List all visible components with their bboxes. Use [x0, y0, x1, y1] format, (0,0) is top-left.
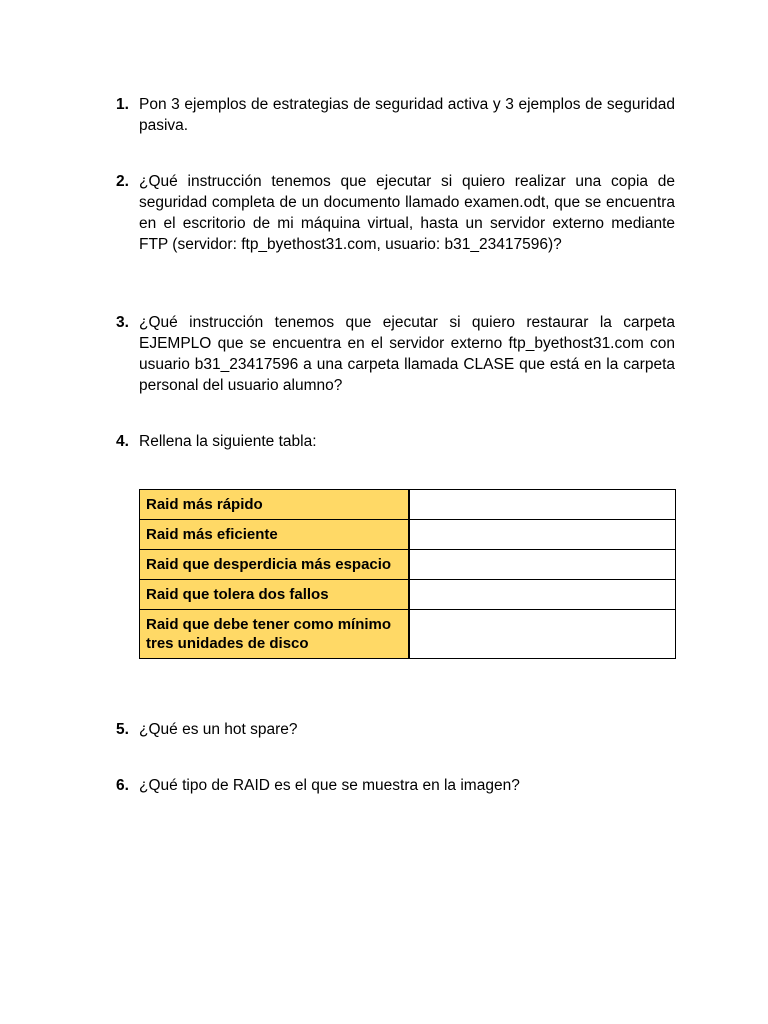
raid-answer-cell[interactable] — [409, 580, 676, 610]
raid-label-cell: Raid más rápido — [140, 490, 410, 520]
question-number: 2. — [116, 173, 129, 190]
table-row — [140, 520, 676, 550]
question-number: 4. — [116, 433, 129, 450]
question-number: 3. — [116, 314, 129, 331]
raid-table — [139, 489, 676, 659]
question-number: 1. — [116, 96, 129, 113]
question-text: ¿Qué tipo de RAID es el que se muestra en la imagen? — [139, 777, 520, 794]
raid-answer-cell[interactable] — [409, 520, 676, 550]
table-row — [140, 580, 676, 610]
raid-answer-cell[interactable] — [409, 610, 676, 659]
question-text: Pon 3 ejemplos de estrategias de seguridad activa y 3 ejemplos de seguridad pasiva. — [139, 96, 675, 134]
question-text: ¿Qué instrucción tenemos que ejecutar si quiero restaurar la carpeta EJEMPLO que se encuentra en el servidor externo ftp_byethost31.com con usuario b31_23417596 a una carpeta llamada CLASE que está en la carpeta personal del usuario alumno? — [139, 314, 675, 394]
question-number: 5. — [116, 721, 129, 738]
raid-label-cell: Raid que tolera dos fallos — [140, 580, 410, 610]
raid-label-cell: Raid más eficiente — [140, 520, 410, 550]
table-row — [140, 610, 676, 659]
question-number: 6. — [116, 777, 129, 794]
question-text: ¿Qué es un hot spare? — [139, 721, 298, 738]
raid-answer-cell[interactable] — [409, 490, 676, 520]
raid-answer-cell[interactable] — [409, 550, 676, 580]
question-text: Rellena la siguiente tabla: — [139, 433, 317, 450]
table-row — [140, 550, 676, 580]
raid-label-cell: Raid que debe tener como mínimo tres unidades de disco — [140, 610, 410, 659]
raid-label-cell: Raid que desperdicia más espacio — [140, 550, 410, 580]
question-text: ¿Qué instrucción tenemos que ejecutar si quiero realizar una copia de seguridad completa de un documento llamado examen.odt, que se encuentra en el escritorio de mi máquina virtual, hasta un servidor externo mediante FTP (servidor: ftp_byethost31.com, usuario: b31_23417596)? — [139, 173, 675, 253]
table-row — [140, 490, 676, 520]
